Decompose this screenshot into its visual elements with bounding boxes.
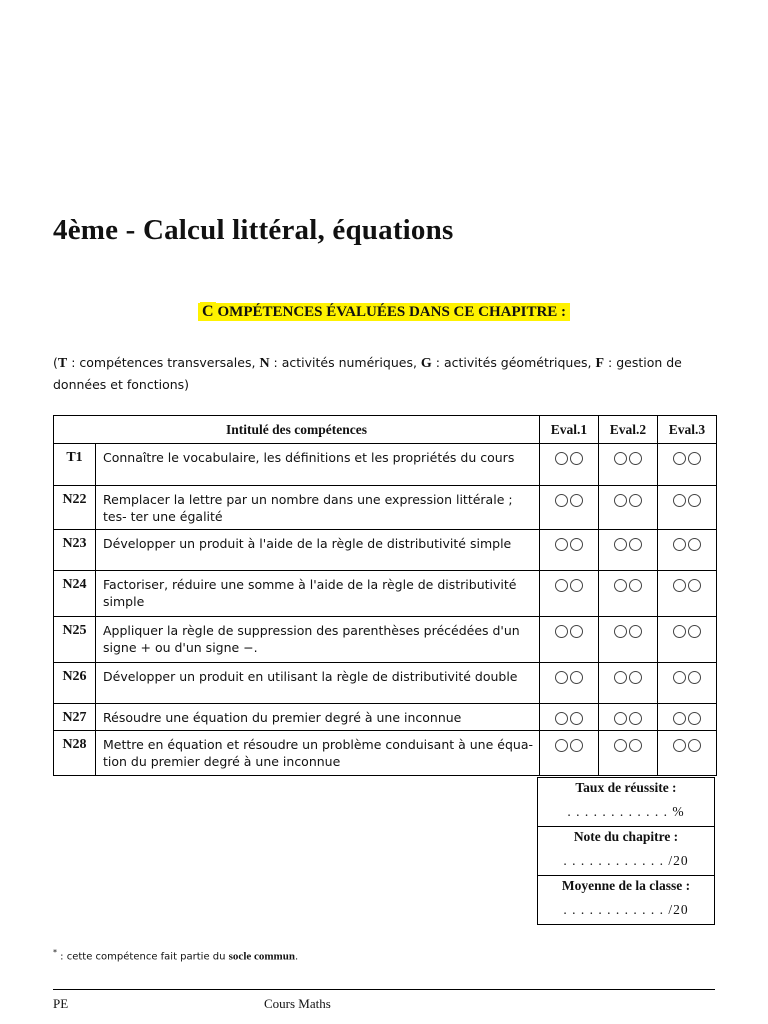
table-row [54,571,717,617]
header-eval-3: Eval.3 [658,416,717,444]
heading-first-letter: C [201,303,214,320]
circle-checkbox-icon[interactable] [673,739,686,752]
eval-1-cell [540,731,599,776]
circle-checkbox-icon[interactable] [570,494,583,507]
table-row [54,731,717,776]
circle-checkbox-icon[interactable] [614,671,627,684]
legend-key-n: N [259,356,270,371]
circle-checkbox-icon[interactable] [614,538,627,551]
circle-checkbox-icon[interactable] [688,452,701,465]
circle-checkbox-icon[interactable] [555,712,568,725]
competence-description: Mettre en équation et résoudre un problème conduisant à une équa- tion du premier degré à une inconnue [96,731,540,776]
competence-code: N26 [54,663,96,704]
eval-3-cell [658,486,717,530]
circle-checkbox-icon[interactable] [688,671,701,684]
competence-description: Résoudre une équation du premier degré à une inconnue [96,704,540,731]
circle-checkbox-icon[interactable] [629,494,642,507]
circle-checkbox-icon[interactable] [555,452,568,465]
circle-checkbox-icon[interactable] [688,579,701,592]
circle-checkbox-icon[interactable] [570,712,583,725]
circle-checkbox-icon[interactable] [555,671,568,684]
note-label: Note du chapitre : [538,827,715,848]
competence-code: N23 [54,530,96,571]
legend-open: ( [53,355,58,370]
eval-3-cell [658,444,717,486]
competence-code: N24 [54,571,96,617]
circle-checkbox-icon[interactable] [570,671,583,684]
competence-description: Appliquer la règle de suppression des parenthèses précédées d'un signe + ou d'un signe −. [96,617,540,663]
note-value: . . . . . . . . . . . . /20 [538,847,715,876]
circle-checkbox-icon[interactable] [688,494,701,507]
eval-3-cell [658,571,717,617]
eval-2-cell [599,571,658,617]
header-eval-2: Eval.2 [599,416,658,444]
eval-3-cell [658,617,717,663]
table-row [54,617,717,663]
circle-checkbox-icon[interactable] [629,452,642,465]
circle-checkbox-icon[interactable] [555,538,568,551]
header-eval-1: Eval.1 [540,416,599,444]
circle-checkbox-icon[interactable] [688,739,701,752]
legend-text-t: : compétences transversales, [67,355,260,370]
legend-text-n: : activités numériques, [269,355,421,370]
eval-1-cell [540,571,599,617]
heading-rest: OMPÉTENCES ÉVALUÉES DANS CE CHAPITRE : [217,304,567,320]
circle-checkbox-icon[interactable] [614,739,627,752]
eval-2-cell [599,663,658,704]
competence-code: N28 [54,731,96,776]
eval-2-cell [599,731,658,776]
eval-2-cell [599,486,658,530]
moyenne-value: . . . . . . . . . . . . /20 [538,896,715,925]
circle-checkbox-icon[interactable] [629,739,642,752]
circle-checkbox-icon[interactable] [570,625,583,638]
eval-1-cell [540,486,599,530]
table-row [54,704,717,731]
eval-1-cell [540,704,599,731]
competence-code: N25 [54,617,96,663]
legend-key-f: F [595,356,605,371]
circle-checkbox-icon[interactable] [570,579,583,592]
circle-checkbox-icon[interactable] [555,739,568,752]
legend-text-g: : activités géométriques, [431,355,596,370]
competence-description: Développer un produit en utilisant la règle de distributivité double [96,663,540,704]
competence-code: N22 [54,486,96,530]
circle-checkbox-icon[interactable] [614,452,627,465]
circle-checkbox-icon[interactable] [673,494,686,507]
taux-label: Taux de réussite : [538,778,715,799]
header-intitule: Intitulé des compétences [54,416,540,444]
eval-3-cell [658,731,717,776]
circle-checkbox-icon[interactable] [570,538,583,551]
legend-key-g: G [420,356,432,371]
eval-1-cell [540,530,599,571]
circle-checkbox-icon[interactable] [570,739,583,752]
competence-description: Connaître le vocabulaire, les définitions et les propriétés du cours [96,444,540,486]
eval-3-cell [658,530,717,571]
circle-checkbox-icon[interactable] [614,494,627,507]
circle-checkbox-icon[interactable] [629,671,642,684]
circle-checkbox-icon[interactable] [688,538,701,551]
circle-checkbox-icon[interactable] [614,712,627,725]
eval-2-cell [599,704,658,731]
circle-checkbox-icon[interactable] [688,625,701,638]
table-header-row [54,416,717,444]
legend-key-t: T [57,356,68,371]
circle-checkbox-icon[interactable] [629,538,642,551]
eval-2-cell [599,617,658,663]
circle-checkbox-icon[interactable] [673,625,686,638]
competence-code: T1 [54,444,96,486]
eval-3-cell [658,704,717,731]
footer-center: Cours Maths [264,996,331,1011]
eval-2-cell [599,530,658,571]
competence-description: Développer un produit à l'aide de la règle de distributivité simple [96,530,540,571]
circle-checkbox-icon[interactable] [629,712,642,725]
circle-checkbox-icon[interactable] [629,625,642,638]
circle-checkbox-icon[interactable] [673,452,686,465]
table-row [54,486,717,530]
legend-text-f: : gestion de données et fonctions) [53,355,682,392]
taux-value: . . . . . . . . . . . . % [538,798,715,827]
circle-checkbox-icon[interactable] [629,579,642,592]
eval-1-cell [540,444,599,486]
footnote-mark: * [53,948,57,957]
table-row [54,444,717,486]
circle-checkbox-icon[interactable] [555,494,568,507]
circle-checkbox-icon[interactable] [614,579,627,592]
score-table [537,777,715,925]
competence-description: Remplacer la lettre par un nombre dans une expression littérale ; tes- ter une égalité [96,486,540,530]
table-row [54,663,717,704]
circle-checkbox-icon[interactable] [688,712,701,725]
circle-checkbox-icon[interactable] [673,579,686,592]
footer-left: PE [53,996,69,1011]
footnote-end: . [294,951,299,963]
circle-checkbox-icon[interactable] [673,712,686,725]
eval-2-cell [599,444,658,486]
eval-1-cell [540,663,599,704]
competence-code: N27 [54,704,96,731]
legend-paragraph [53,352,713,395]
circle-checkbox-icon[interactable] [614,625,627,638]
footer-divider [53,989,715,990]
moyenne-label: Moyenne de la classe : [538,876,715,897]
eval-3-cell [658,663,717,704]
table-row [54,530,717,571]
document-title: 4ème - Calcul littéral, équations [53,214,454,246]
circle-checkbox-icon[interactable] [673,671,686,684]
competence-description: Factoriser, réduire une somme à l'aide de la règle de distributivité simple [96,571,540,617]
circle-checkbox-icon[interactable] [570,452,583,465]
competences-heading [0,303,768,321]
footnote-text: : cette compétence fait partie du [57,951,229,963]
footnote [53,948,298,962]
circle-checkbox-icon[interactable] [555,625,568,638]
circle-checkbox-icon[interactable] [555,579,568,592]
eval-1-cell [540,617,599,663]
circle-checkbox-icon[interactable] [673,538,686,551]
footnote-bold: socle commun [228,950,295,963]
competences-table [53,415,717,776]
